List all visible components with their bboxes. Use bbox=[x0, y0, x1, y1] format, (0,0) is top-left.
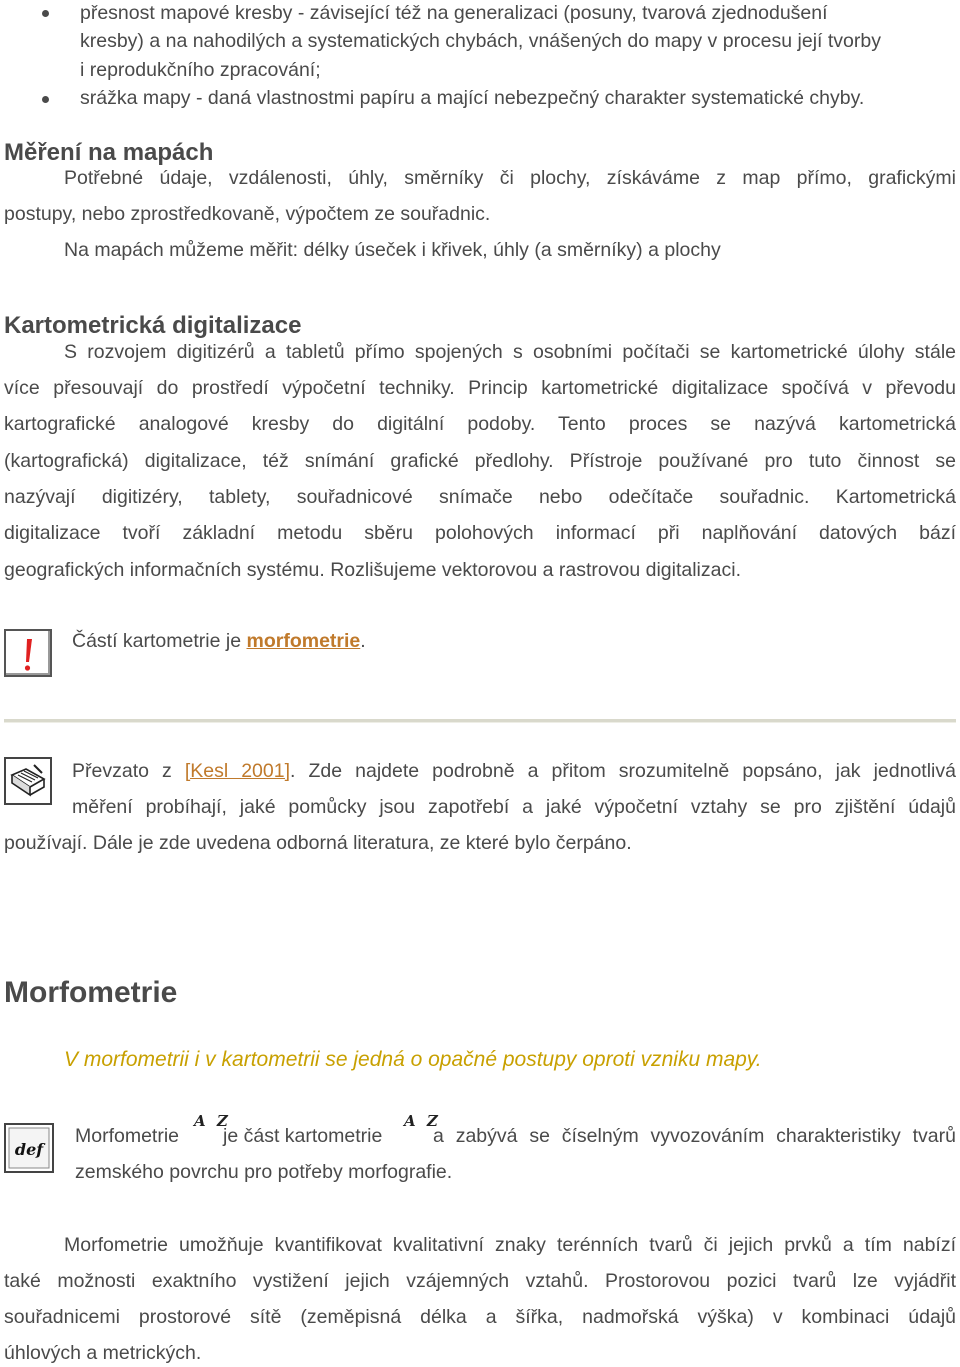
divider bbox=[4, 719, 956, 723]
definition-icon-text: def bbox=[14, 1140, 44, 1159]
source-line-3: používají. Dále je zde uvedena odborná literatura, ze které bylo čerpáno. bbox=[4, 832, 632, 854]
note-prefix: Částí kartometrie je bbox=[72, 630, 247, 652]
source-line-1 bbox=[72, 759, 956, 783]
morfometrie-line-3: souřadnicemi prostorové sítě (zeměpisná délka a šířka, nadmořská výška) v kombinaci údajů bbox=[4, 1306, 956, 1328]
kartometricka-line-7: geografických informačních systému. Rozlišujeme vektorovou a rastrovou digitalizaci. bbox=[4, 559, 741, 581]
morfometrie-link[interactable]: morfometrie bbox=[246, 630, 361, 652]
bullet-dot bbox=[42, 10, 49, 17]
kartometricka-line-4: (kartografická) digitalizace, též snímání grafické předlohy. Přístroje používané pro tuto činnost se bbox=[4, 450, 956, 472]
bullet-dot bbox=[42, 96, 49, 103]
kartometricka-line-6: digitalizace tvoří základní metodu sběru polohových informací při naplňování datových bází bbox=[4, 522, 956, 544]
bullet-2-line-1: srážka mapy - daná vlastnostmi papíru a mající nebezpečný charakter systematické chyby. bbox=[80, 87, 865, 109]
warning-icon bbox=[4, 629, 52, 677]
definition-icon bbox=[4, 1123, 54, 1173]
source-line-2: měření probíhají, jaké pomůcky jsou zapotřebí a jaké výpočetní vztahy se pro zjištění údajů bbox=[72, 796, 956, 818]
morfometrie-line-2: také možnosti exaktního vystižení jejich vzájemných vztahů. Prostorovou pozici tvarů lze vyjádřit bbox=[4, 1270, 956, 1292]
kartometricka-line-5: nazývají digitizéry, tablety, souřadnicové snímače nebo odečítače souřadnic. Kartometrická bbox=[4, 486, 956, 508]
kartometricka-line-2: více přesouvají do prostředí výpočetní techniky. Princip kartometrické digitalizace spočívá v převodu bbox=[4, 377, 956, 399]
definition-term: Morfometrie bbox=[75, 1125, 180, 1147]
mereni-paragraph-line-1: Potřebné údaje, vzdálenosti, úhly, směrníky či plochy, získáváme z map přímo, grafickými bbox=[64, 167, 956, 189]
section-heading-kartometricka: Kartometrická digitalizace bbox=[4, 312, 302, 339]
mereni-paragraph-2: Na mapách můžeme měřit: délky úseček i křivek, úhly (a směrníky) a plochy bbox=[64, 239, 721, 261]
definition-mid: je část kartometrie bbox=[223, 1125, 383, 1147]
section-heading-mereni: Měření na mapách bbox=[4, 139, 214, 166]
section-heading-morfometrie: Morfometrie bbox=[4, 976, 178, 1009]
glossary-az-icon[interactable]: A Z bbox=[194, 1112, 231, 1130]
morfometrie-line-4: úhlových a metrických. bbox=[4, 1342, 202, 1364]
definition-line-2: zemského povrchu pro potřeby morfografie. bbox=[75, 1161, 453, 1183]
source-rest: . Zde najdete podrobně a přitom srozumitelně popsáno, jak jednotlivá bbox=[290, 760, 956, 782]
book-icon bbox=[4, 757, 52, 805]
mereni-paragraph-line-2: postupy, nebo zprostředkovaně, výpočtem ze souřadnic. bbox=[4, 203, 491, 225]
note-text bbox=[72, 629, 366, 653]
note-suffix: . bbox=[360, 630, 366, 652]
kartometricka-line-3: kartografické analogové kresby do digitální podoby. Tento proces se nazývá kartometrická bbox=[4, 413, 956, 435]
bullet-1-line-3: i reprodukčního zpracování; bbox=[80, 59, 321, 81]
bullet-1-line-1: přesnost mapové kresby - závisející též na generalizaci (posuny, tvarová zjednodušení bbox=[80, 2, 828, 24]
morfometrie-line-1: Morfometrie umožňuje kvantifikovat kvalitativní znaky terénních tvarů či jejich prvků a tím nabízí bbox=[64, 1234, 956, 1256]
definition-end: a zabývá se číselným vyvozováním charakteristiky tvarů bbox=[433, 1125, 956, 1147]
kartometricka-line-1: S rozvojem digitizérů a tabletů přímo spojených s osobními počítači se kartometrické úlohy stále bbox=[64, 341, 956, 363]
glossary-az-icon[interactable]: A Z bbox=[404, 1112, 441, 1130]
morfometrie-intro: V morfometrii i v kartometrii se jedná o opačné postupy oproti vzniku mapy. bbox=[64, 1048, 762, 1071]
source-prefix: Převzato z bbox=[72, 760, 185, 782]
kesl-2001-link[interactable]: [Kesl 2001] bbox=[184, 760, 291, 782]
bullet-1-line-2: kresby) a na nahodilých a systematických chybách, vnášených do mapy v procesu její tvorby bbox=[80, 30, 881, 52]
